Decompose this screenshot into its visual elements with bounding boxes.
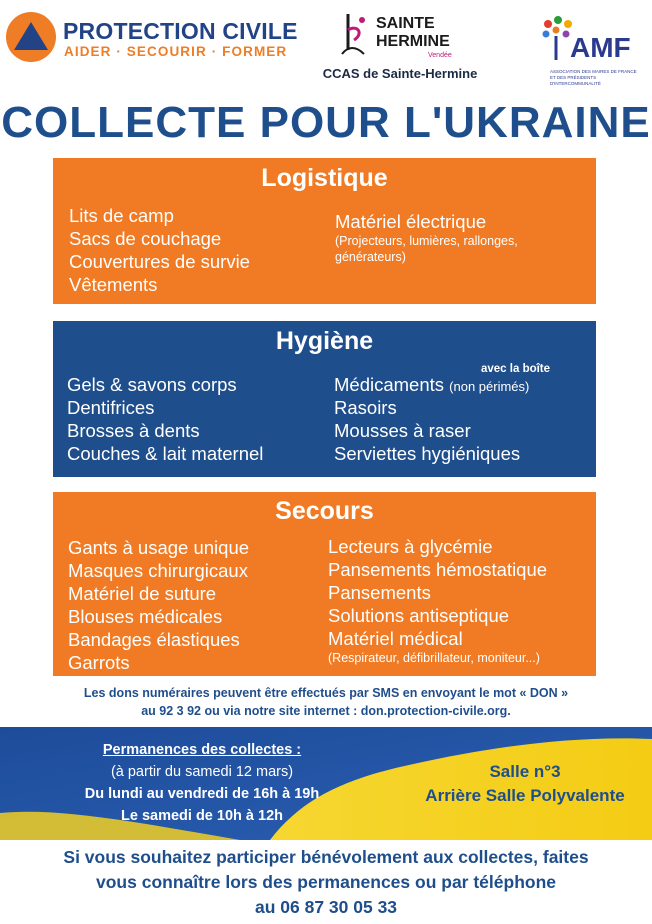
protection-civile-triangle-icon	[6, 12, 56, 62]
list-item: Serviettes hygiéniques	[334, 443, 521, 464]
sainte-hermine-logo	[330, 10, 480, 72]
amf-subtitle: ASSOCIATION DES MAIRES DE FRANCE ET DES PRÉSIDENTS D'INTERCOMMUNALITÉ	[550, 69, 637, 86]
list-item: Pansements hémostatique	[328, 559, 548, 580]
logistique-box	[53, 158, 596, 304]
permanences-block	[22, 739, 382, 827]
salle-location	[400, 760, 650, 808]
list-item: Masques chirurgicaux	[68, 560, 248, 581]
salle-line1: Salle n°3	[489, 762, 561, 781]
hygiene-box	[53, 321, 596, 477]
footer-phone: au 06 87 30 05 33	[254, 897, 398, 917]
protection-civile-tagline: AIDER · SECOURIR · FORMER	[64, 44, 288, 59]
protection-civile-logo	[6, 12, 298, 68]
list-item: Matériel de suture	[68, 583, 217, 604]
secours-title: Secours	[275, 497, 374, 525]
list-item: Gels & savons corps	[67, 374, 237, 395]
secours-left-list	[68, 536, 249, 674]
footer-line2: vous connaître lors des permanences ou par téléphone	[96, 872, 556, 892]
protection-civile-name: PROTECTION CIVILE	[63, 18, 298, 44]
list-item: Mousses à raser	[334, 420, 471, 441]
list-item: Garrots	[68, 652, 130, 673]
logistique-right-list	[335, 210, 565, 265]
permanences-start: (à partir du samedi 12 mars)	[110, 764, 294, 780]
hygiene-right-list	[334, 373, 529, 465]
hermine-figure-icon	[334, 10, 370, 60]
page-title: COLLECTE POUR L'UKRAINE	[1, 98, 651, 147]
list-item	[334, 373, 529, 396]
list-item: Matériel médical	[328, 628, 463, 649]
list-item-note: (non périmés)	[449, 379, 530, 394]
salle-line2: Arrière Salle Polyvalente	[425, 786, 625, 805]
list-item-note: (Respirateur, défibrillateur, moniteur...)	[328, 651, 540, 665]
permanences-weekdays: Du lundi au vendredi de 16h à 19h	[84, 786, 320, 802]
amf-name: AMF	[570, 32, 631, 63]
logistique-title: Logistique	[261, 164, 388, 192]
list-item: Solutions antiseptique	[328, 605, 510, 626]
volunteer-footer	[0, 845, 652, 920]
donation-note	[0, 684, 652, 720]
secours-right-list	[328, 535, 547, 666]
list-item: Sacs de couchage	[69, 228, 222, 249]
list-item: Blouses médicales	[68, 606, 223, 627]
list-item: Dentifrices	[67, 397, 155, 418]
logistique-left-list	[69, 204, 250, 296]
ukraine-flag-banner	[0, 727, 652, 840]
list-item: Matériel électrique	[335, 211, 487, 232]
permanences-saturday: Le samedi de 10h à 12h	[121, 808, 283, 824]
list-item: Vêtements	[69, 274, 158, 295]
list-item: Couches & lait maternel	[67, 443, 264, 464]
list-item: Couvertures de survie	[69, 251, 250, 272]
list-item: Rasoirs	[334, 397, 397, 418]
list-item: Lits de camp	[69, 205, 174, 226]
permanences-title: Permanences des collectes :	[102, 742, 302, 758]
ccas-label: CCAS de Sainte-Hermine	[322, 66, 478, 81]
hygiene-title: Hygiène	[275, 327, 374, 355]
list-item: Brosses à dents	[67, 420, 200, 441]
donation-line2: au 92 3 92 ou via notre site internet : don.protection-civile.org.	[141, 704, 511, 718]
list-item: Lecteurs à glycémie	[328, 536, 493, 557]
amf-logo	[538, 14, 644, 94]
sainte-hermine-line2: HERMINE	[376, 33, 450, 50]
list-item-label: Médicaments	[334, 374, 445, 395]
sainte-hermine-region: Vendée	[428, 52, 452, 59]
hygiene-left-list	[67, 373, 263, 465]
list-item: Bandages élastiques	[68, 629, 240, 650]
list-item-note: (Projecteurs, lumières, rallonges, générateurs)	[335, 234, 518, 264]
footer-line1: Si vous souhaitez participer bénévolement aux collectes, faites	[63, 847, 589, 867]
list-item: Pansements	[328, 582, 431, 603]
sainte-hermine-line1: SAINTE	[376, 15, 435, 32]
secours-box	[53, 492, 596, 676]
donation-line1: Les dons numéraires peuvent être effectués par SMS en envoyant le mot « DON »	[83, 686, 569, 700]
hygiene-note-top: avec la boîte	[481, 363, 551, 375]
list-item: Gants à usage unique	[68, 537, 250, 558]
